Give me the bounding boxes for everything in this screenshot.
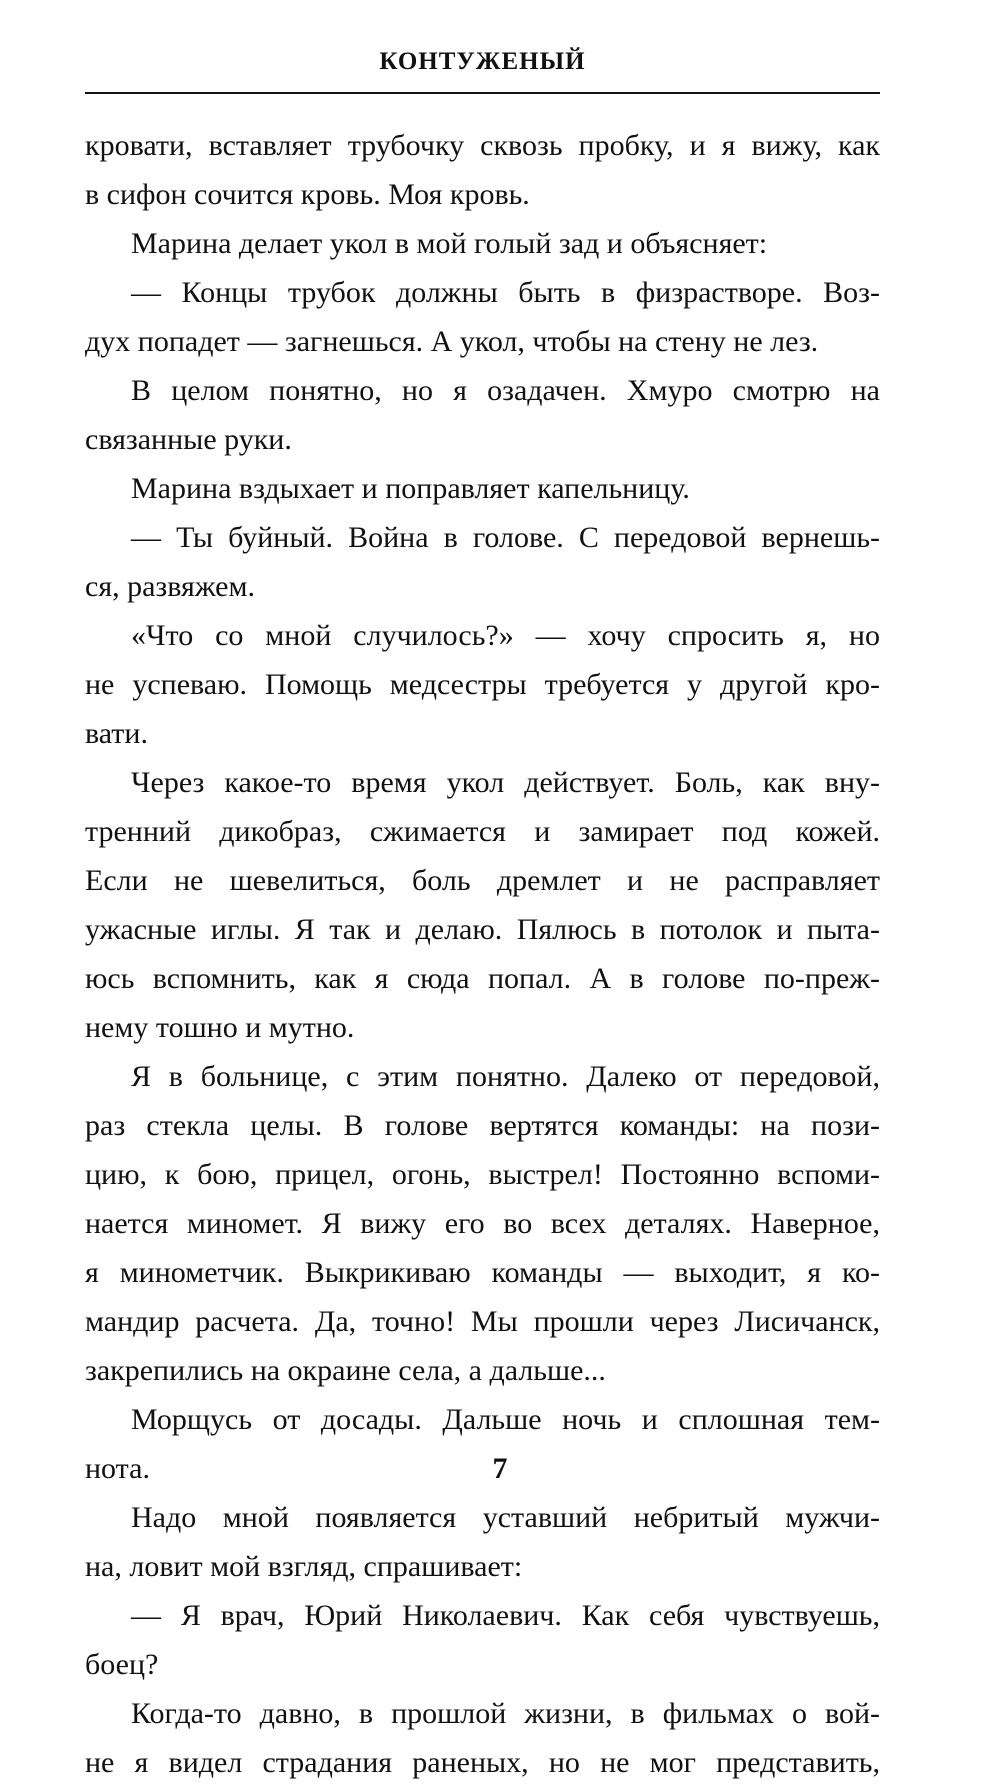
- text-line: Когда-то давно, в прошлой жизни, в фильмах о вой-: [131, 1697, 880, 1730]
- text-line: боец?: [85, 1648, 159, 1681]
- header-rule: [85, 92, 880, 94]
- text-line: вати.: [85, 717, 148, 750]
- text-line: — Ты буйный. Война в голове. С передовой вернешь-: [131, 521, 880, 554]
- text-line: Через какое-то время укол действует. Боль, как вну-: [131, 766, 880, 799]
- text-line: цию, к бою, прицел, огонь, выстрел! Постоянно вспоми-: [85, 1158, 880, 1191]
- text-line: Марина вздыхает и поправляет капельницу.: [131, 472, 690, 505]
- text-line: Если не шевелиться, боль дремлет и не расправляет: [85, 864, 880, 897]
- text-line: закрепились на окраине села, а дальше...: [85, 1354, 606, 1387]
- text-line: в сифон сочится кровь. Моя кровь.: [85, 178, 530, 211]
- text-line: — Я врач, Юрий Николаевич. Как себя чувствуешь,: [131, 1599, 880, 1632]
- text-line: Надо мной появляется уставший небритый мужчи-: [131, 1501, 880, 1534]
- text-line: нему тошно и мутно.: [85, 1011, 355, 1044]
- page-number: 7: [492, 1452, 508, 1485]
- text-line: раз стекла целы. В голове вертятся команды: на пози-: [85, 1109, 880, 1142]
- text-line: юсь вспомнить, как я сюда попал. А в голове по-преж-: [85, 962, 880, 995]
- running-head: КОНТУЖЕНЫЙ: [379, 48, 586, 75]
- text-line: я минометчик. Выкрикиваю команды — выходит, я ко-: [85, 1256, 880, 1289]
- text-line: «Что со мной случилось?» — хочу спросить я, но: [131, 619, 880, 652]
- text-line: не я видел страдания раненых, но не мог представить,: [85, 1746, 880, 1779]
- body-text: [85, 121, 880, 1787]
- text-line: нается миномет. Я вижу его во всех деталях. Наверное,: [85, 1207, 880, 1240]
- text-line: на, ловит мой взгляд, спрашивает:: [85, 1550, 523, 1583]
- text-line: связанные руки.: [85, 423, 292, 456]
- text-line: ся, развяжем.: [85, 570, 255, 603]
- text-line: не успеваю. Помощь медсестры требуется у другой кро-: [85, 668, 880, 701]
- text-line: Марина делает укол в мой голый зад и объясняет:: [131, 227, 768, 260]
- text-line: тренний дикобраз, сжимается и замирает под кожей.: [85, 815, 880, 848]
- text-line: — Концы трубок должны быть в физрастворе. Воз-: [131, 276, 880, 309]
- text-line: Морщусь от досады. Дальше ночь и сплошная тем-: [131, 1403, 880, 1436]
- text-line: Я в больнице, с этим понятно. Далеко от передовой,: [131, 1060, 880, 1093]
- text-line: ужасные иглы. Я так и делаю. Пялюсь в потолок и пыта-: [85, 913, 880, 946]
- text-line: мандир расчета. Да, точно! Мы прошли через Лисичанск,: [85, 1305, 880, 1338]
- text-line: дух попадет — загнешься. А укол, чтобы на стену не лез.: [85, 325, 819, 358]
- text-line: кровати, вставляет трубочку сквозь пробку, и я вижу, как: [85, 129, 880, 162]
- text-line: В целом понятно, но я озадачен. Хмуро смотрю на: [131, 374, 880, 407]
- text-line: нота.: [85, 1452, 150, 1485]
